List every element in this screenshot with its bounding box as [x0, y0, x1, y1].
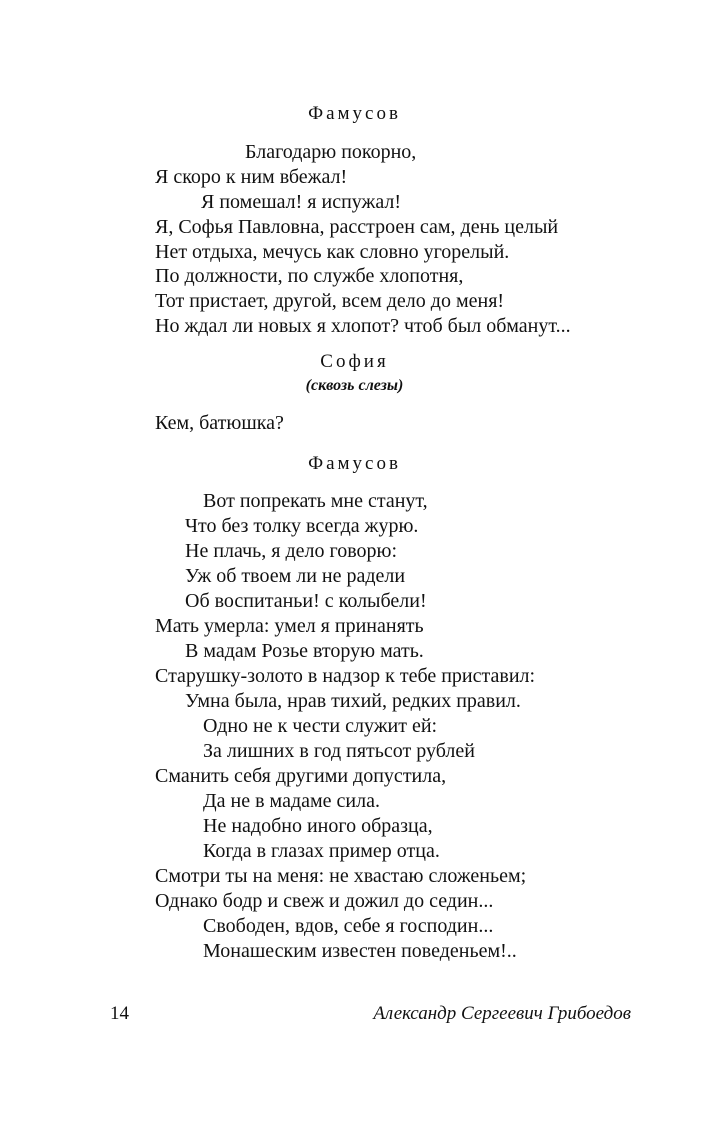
- page-number: 14: [110, 1003, 129, 1024]
- verse-line: Свободен, вдов, себе я господин...: [203, 915, 494, 937]
- running-footer-author: Александр Сергеевич Грибоедов: [373, 1003, 631, 1024]
- verse-line: Тот пристает, другой, всем дело до меня!: [155, 290, 505, 312]
- verse-line: Благодарю покорно,: [245, 141, 417, 163]
- verse-line: Уж об твоем ли не радели: [185, 565, 406, 587]
- speaker-name: София: [320, 351, 389, 372]
- verse-line: Об воспитаньи! с колыбели!: [185, 590, 427, 612]
- verse-line: По должности, по службе хлопотня,: [155, 265, 464, 287]
- verse-line: Не плачь, я дело говорю:: [185, 540, 398, 562]
- verse-line: Не надобно иного образца,: [203, 815, 433, 837]
- verse-line: Мать умерла: умел я принанять: [155, 615, 424, 637]
- speaker-name: Фамусов: [308, 453, 401, 474]
- verse-line: Вот попрекать мне станут,: [203, 490, 428, 512]
- verse-line: Монашеским известен поведеньем!..: [203, 940, 517, 962]
- verse-line: В мадам Розье вторую мать.: [185, 640, 424, 662]
- verse-line: Я скоро к ним вбежал!: [155, 166, 348, 188]
- stage-direction: (сквозь слезы): [305, 377, 404, 394]
- verse-line: Когда в глазах пример отца.: [203, 840, 440, 862]
- verse-line: Сманить себя другими допустила,: [155, 765, 447, 787]
- verse-line: Да не в мадаме сила.: [203, 790, 380, 812]
- speaker-name: Фамусов: [308, 103, 401, 124]
- verse-line: Но ждал ли новых я хлопот? чтоб был обманут...: [155, 315, 571, 337]
- verse-line: Я помешал! я испужал!: [201, 191, 402, 213]
- verse-line: Что без толку всегда журю.: [185, 515, 419, 537]
- verse-line: Я, Софья Павловна, расстроен сам, день целый: [155, 216, 559, 238]
- verse-line: Смотри ты на меня: не хвастаю сложеньем;: [155, 865, 527, 887]
- verse-line: За лишних в год пятьсот рублей: [203, 740, 475, 762]
- verse-line: Кем, батюшка?: [155, 412, 284, 434]
- verse-line: Нет отдыха, мечусь как словно угорелый.: [155, 241, 510, 263]
- verse-line: Старушку-золото в надзор к тебе приставил:: [155, 665, 536, 687]
- verse-line: Одно не к чести служит ей:: [203, 715, 438, 737]
- verse-line: Однако бодр и свеж и дожил до седин...: [155, 890, 494, 912]
- verse-line: Умна была, нрав тихий, редких правил.: [185, 690, 521, 712]
